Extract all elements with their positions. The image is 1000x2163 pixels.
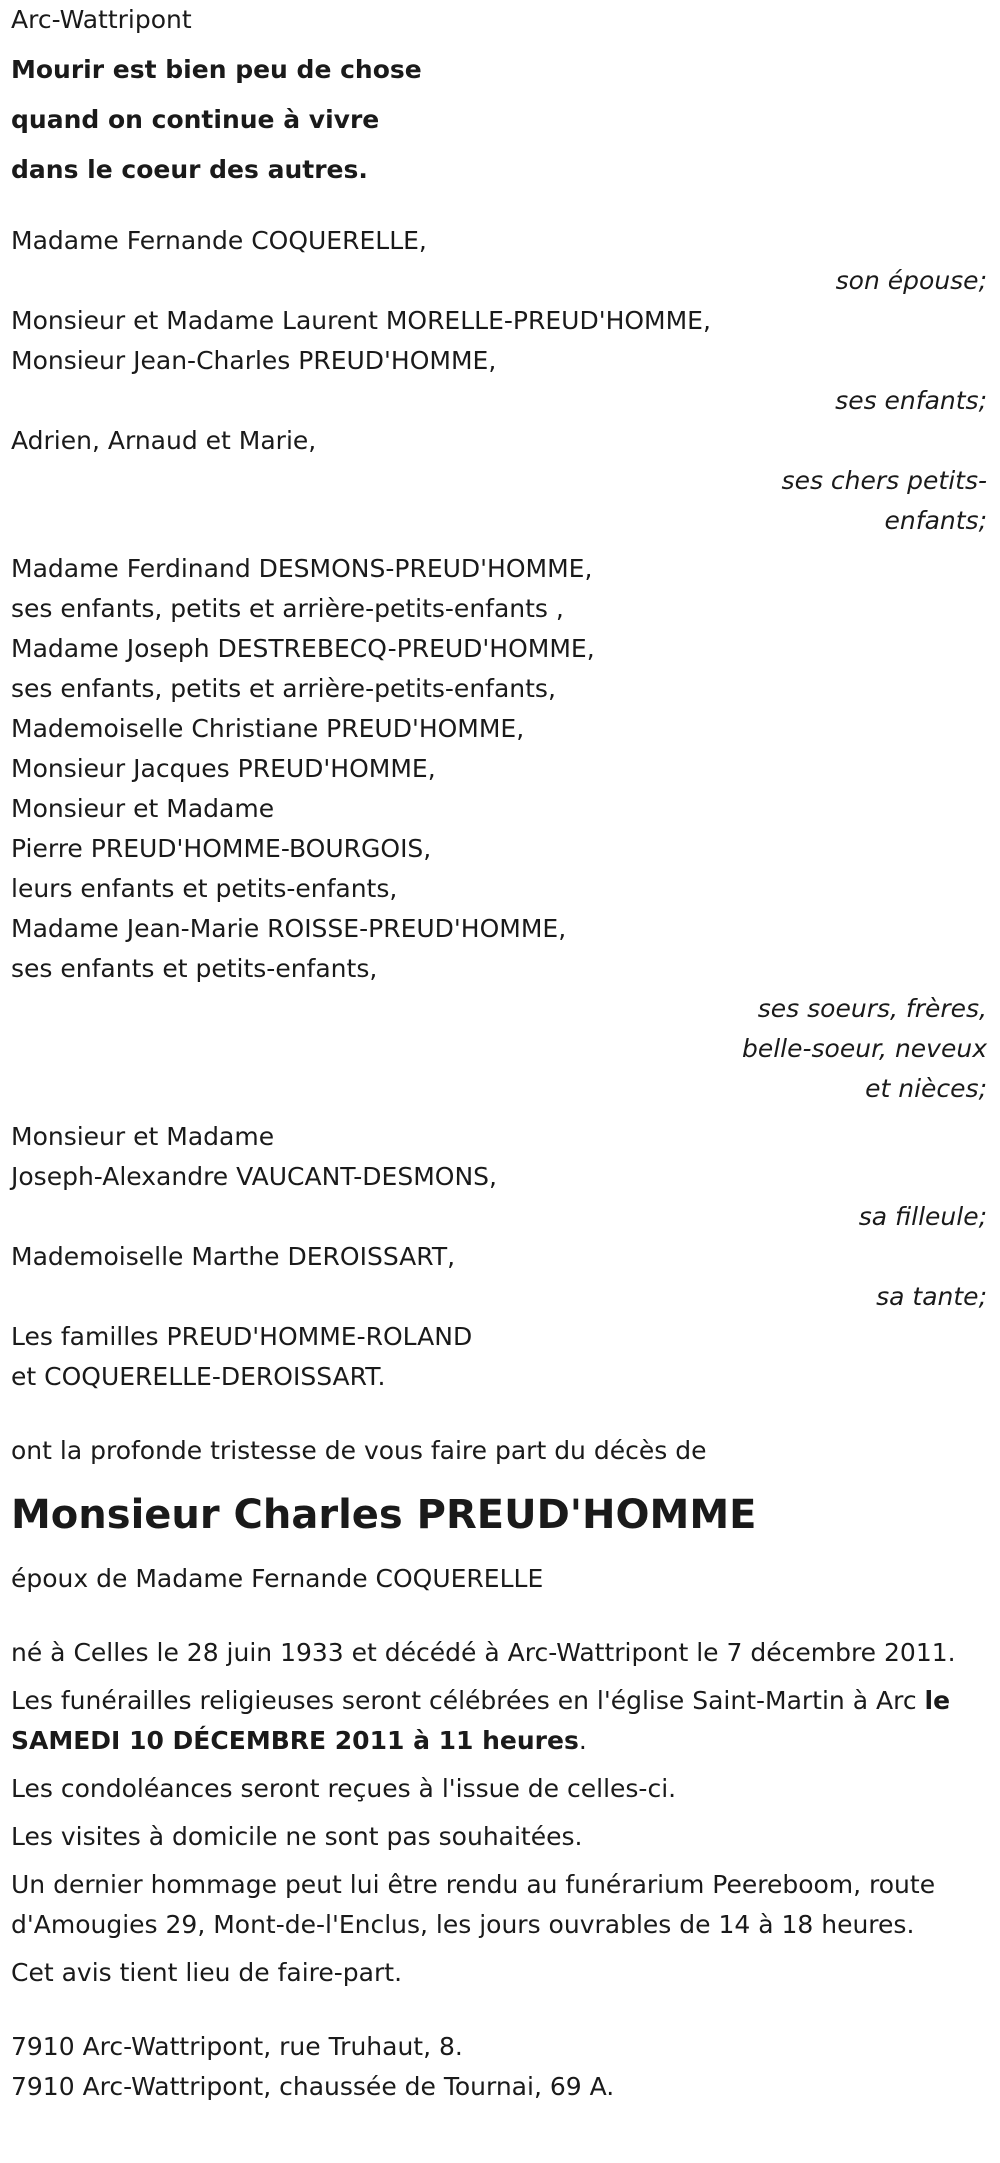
- grandchildren-names: Adrien, Arnaud et Marie,: [11, 426, 317, 455]
- children-group: [11, 301, 989, 421]
- grandchildren-group: [11, 421, 989, 541]
- grandchildren-role: ses chers petits-: [781, 466, 987, 495]
- grandchildren-role: enfants;: [884, 506, 987, 535]
- family-line: et COQUERELLE-DEROISSART.: [11, 1362, 386, 1391]
- birth-death-text: né à Celles le 28 juin 1933 et décédé à Arc-Wattripont le 7 décembre 2011.: [11, 1638, 956, 1667]
- funeral-text: [11, 1681, 989, 1761]
- siblings-role: ses soeurs, frères,: [757, 994, 987, 1023]
- address-line: 7910 Arc-Wattripont, chaussée de Tournai, 69 A.: [11, 2072, 615, 2101]
- quote-block: [11, 45, 989, 195]
- funeral-location: Les funérailles religieuses seront célébrées en l'église Saint-Martin à Arc: [11, 1686, 917, 1715]
- quote-line: quand on continue à vivre: [11, 105, 380, 134]
- homage-text: Un dernier hommage peut lui être rendu au funérarium Peereboom, route d'Amougies 29, Mont-de-l'Enclus, les jours ouvrables de 14 à 18 heures.: [11, 1870, 936, 1939]
- goddaughter-line: Joseph-Alexandre VAUCANT-DESMONS,: [11, 1162, 497, 1191]
- goddaughter-role: sa filleule;: [858, 1202, 987, 1231]
- goddaughter-group: [11, 1117, 989, 1237]
- intro-text: ont la profonde tristesse de vous faire part du décès de: [11, 1436, 707, 1465]
- goddaughter-line: Monsieur et Madame: [11, 1122, 275, 1151]
- town-name: Arc-Wattripont: [11, 5, 192, 34]
- sibling-line: leurs enfants et petits-enfants,: [11, 874, 398, 903]
- aunt-name: Mademoiselle Marthe DEROISSART,: [11, 1242, 456, 1271]
- quote-line: Mourir est bien peu de chose: [11, 55, 422, 84]
- deceased-name: Monsieur Charles PREUD'HOMME: [11, 1492, 757, 1538]
- funeral-period: .: [578, 1726, 587, 1755]
- visits-text: Les visites à domicile ne sont pas souhaitées.: [11, 1822, 583, 1851]
- spouse-group: [11, 221, 989, 301]
- sibling-line: Madame Jean-Marie ROISSE-PREUD'HOMME,: [11, 914, 567, 943]
- funeral-date: le SAMEDI 10 DÉCEMBRE 2011 à 11 heures: [11, 1686, 951, 1755]
- siblings-role: et nièces;: [865, 1074, 987, 1103]
- aunt-group: [11, 1237, 989, 1317]
- siblings-group: [11, 549, 989, 1109]
- sibling-line: Monsieur Jacques PREUD'HOMME,: [11, 754, 436, 783]
- sibling-line: ses enfants, petits et arrière-petits-enfants ,: [11, 594, 564, 623]
- sibling-line: Madame Ferdinand DESMONS-PREUD'HOMME,: [11, 554, 593, 583]
- sibling-line: Madame Joseph DESTREBECQ-PREUD'HOMME,: [11, 634, 595, 663]
- spouse-role: son épouse;: [835, 266, 987, 295]
- child-name: Monsieur et Madame Laurent MORELLE-PREUD'HOMME,: [11, 306, 711, 335]
- siblings-role: belle-soeur, neveux: [741, 1034, 987, 1063]
- family-line: Les familles PREUD'HOMME-ROLAND: [11, 1322, 473, 1351]
- sibling-line: Pierre PREUD'HOMME-BOURGOIS,: [11, 834, 432, 863]
- sibling-line: Mademoiselle Christiane PREUD'HOMME,: [11, 714, 525, 743]
- families-group: [11, 1317, 989, 1397]
- children-role: ses enfants;: [835, 386, 987, 415]
- spouse-of-text: époux de Madame Fernande COQUERELLE: [11, 1564, 544, 1593]
- child-name: Monsieur Jean-Charles PREUD'HOMME,: [11, 346, 497, 375]
- sibling-line: ses enfants, petits et arrière-petits-enfants,: [11, 674, 556, 703]
- sibling-line: Monsieur et Madame: [11, 794, 275, 823]
- notice-text: Cet avis tient lieu de faire-part.: [11, 1958, 403, 1987]
- aunt-role: sa tante;: [876, 1282, 987, 1311]
- quote-line: dans le coeur des autres.: [11, 155, 368, 184]
- spouse-name: Madame Fernande COQUERELLE,: [11, 226, 427, 255]
- condolences-text: Les condoléances seront reçues à l'issue de celles-ci.: [11, 1774, 677, 1803]
- address-line: 7910 Arc-Wattripont, rue Truhaut, 8.: [11, 2032, 463, 2061]
- sibling-line: ses enfants et petits-enfants,: [11, 954, 378, 983]
